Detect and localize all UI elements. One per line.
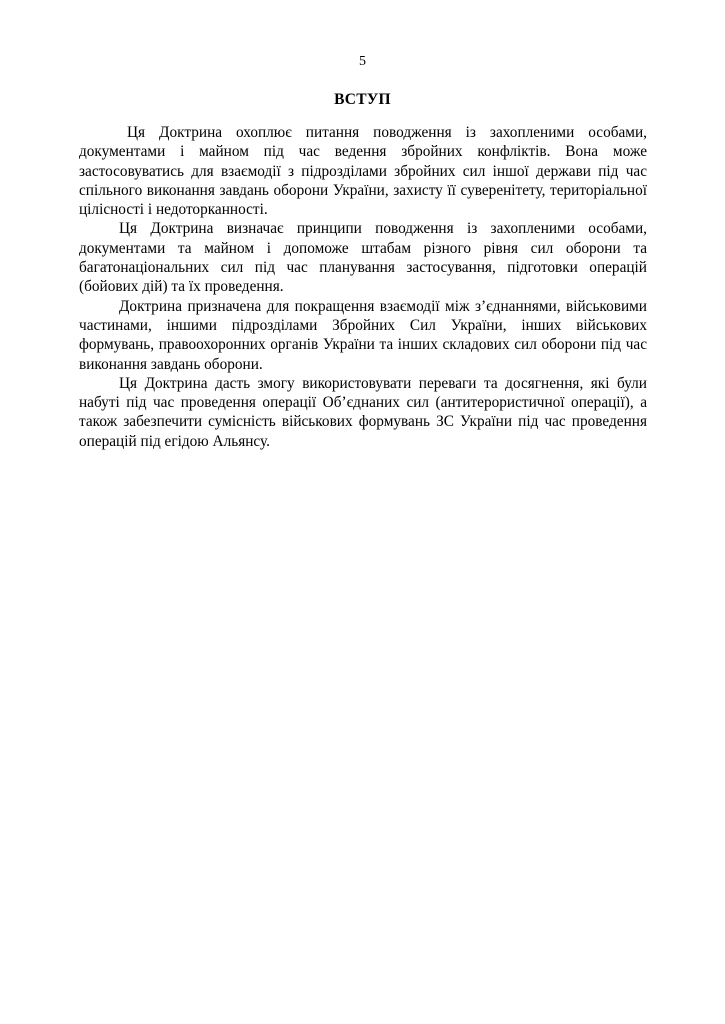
- document-body: [79, 123, 647, 451]
- section-heading: ВСТУП: [334, 91, 391, 108]
- paragraph-principles: Ця Доктрина визначає принципи поводження із захопленими особами, документами та майном і допоможе штабам різного рівня сил оборони та багатонаціональних сил під час планування застосування, підготовки операцій (бойових дій) та їх проведення.: [79, 220, 647, 296]
- page-number: 5: [359, 54, 366, 69]
- paragraph-purpose: Доктрина призначена для покращення взаємодії між з’єднаннями, військовими частинами, іншими підрозділами Збройних Сил України, інших військових формувань, правоохоронних органів України та інших складових сил оборони під час виконання завдань оборони.: [79, 297, 647, 373]
- paragraph-scope: Ця Доктрина охоплює питання поводження із захопленими особами, документами і майном під час ведення збройних конфліктів. Вона може застосовуватись для взаємодії з підрозділами збройних сил іншої держави під час спільного виконання завдань оборони України, захисту її суверенітету, територіальної цілісності і недоторканності.: [79, 124, 647, 219]
- paragraph-benefits: Ця Доктрина дасть змогу використовувати переваги та досягнення, які були набуті під час проведення операції Об’єднаних сил (антитерористичної операції), а також забезпечити сумісність військових формувань ЗС України під час проведення операцій під егідою Альянсу.: [79, 374, 647, 450]
